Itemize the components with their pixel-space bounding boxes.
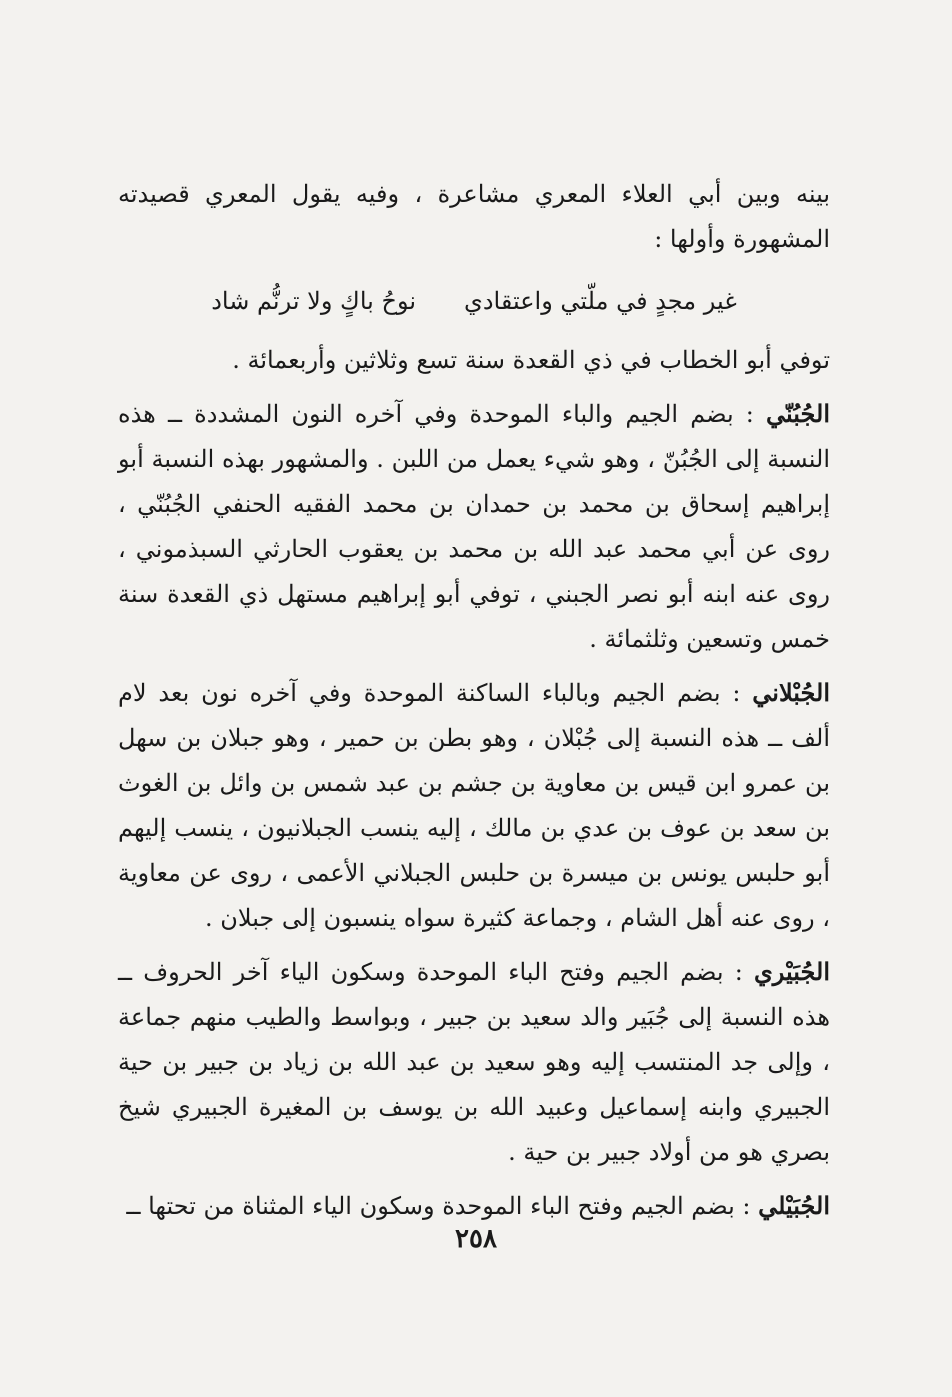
entry-jubayli — [118, 1183, 830, 1229]
intro-line-1: بينه وبين أبي العلاء المعري مشاعرة ، وفيه يقول المعري قصيدته المشهورة — [118, 180, 830, 253]
verse-first-hemistich: غير مجدٍ في ملّتي واعتقادي — [464, 287, 737, 315]
entry-heading: الجُبْلاني — [752, 678, 830, 707]
page-number: ٢٥٨ — [455, 1224, 497, 1254]
entry-text: : بضم الجيم وفتح الباء الموحدة وسكون الياء آخر الحروف ــ هذه النسبة إلى جُبَير والد سعيد بن جبير ، وبواسط والطيب منهم جماعة ، وإلى جد المنتسب إليه وهو سعيد بن عبد الله بن زياد بن جبير بن حية الجبيري وابنه إسماعيل وعبيد الله بن يوسف بن المغيرة الجبيري شيخ بصري هو من أولاد جبير بن حية . — [118, 958, 830, 1166]
entry-jubunni — [118, 391, 830, 662]
entry-jubayri — [118, 949, 830, 1175]
entry-jublani — [118, 670, 830, 941]
entry-heading: الجُبَيْلي — [758, 1191, 830, 1220]
entry-heading: الجُبُنّي — [766, 399, 830, 428]
page-body — [118, 172, 830, 1229]
entry-heading: الجُبَيْري — [754, 957, 830, 986]
entry-text: : بضم الجيم وبالباء الساكنة الموحدة وفي آخره نون بعد لام ألف ــ هذه النسبة إلى جُبْلان ، وهو بطن بن حمير ، وهو جبلان بن سهل بن عمرو ابن قيس بن معاوية بن جشم بن عبد شمس بن وائل بن الغوث بن سعد بن عوف بن عدي بن مالك ، إليه ينسب الجبلانيون ، ينسب إليهم أبو حلبس يونس بن ميسرة بن حلبس الجبلاني الأعمى ، روى عن معاوية ، روى عنه أهل الشام ، وجماعة كثيرة سواه ينسبون إلى جبلان . — [118, 679, 830, 932]
death-note: توفي أبو الخطاب في ذي القعدة سنة تسع وثلاثين وأربعمائة . — [232, 346, 830, 374]
verse-second-hemistich: نوحُ باكٍ ولا ترنُّم شاد — [211, 287, 417, 315]
intro-line-2: وأولها : — [654, 225, 726, 253]
intro-paragraph — [118, 172, 830, 262]
entry-text: : بضم الجيم وفتح الباء الموحدة وسكون الياء المثناة من تحتها ــ — [126, 1192, 759, 1220]
poem-verse — [118, 276, 830, 326]
entry-text: : بضم الجيم والباء الموحدة وفي آخره النون المشددة ــ هذه النسبة إلى الجُبُنّ ، وهو شيء يعمل من اللبن . والمشهور بهذه النسبة أبو إبراهيم إسحاق بن محمد بن حمدان بن محمد الفقيه الحنفي الجُبُنّي ، روى عن أبي محمد عبد الله بن محمد بن يعقوب الحارثي السبذموني ، روى عنه ابنه أبو نصر الجبني ، توفي أبو إبراهيم مستهل ذي القعدة سنة خمس وتسعين وثلثمائة . — [118, 400, 830, 653]
